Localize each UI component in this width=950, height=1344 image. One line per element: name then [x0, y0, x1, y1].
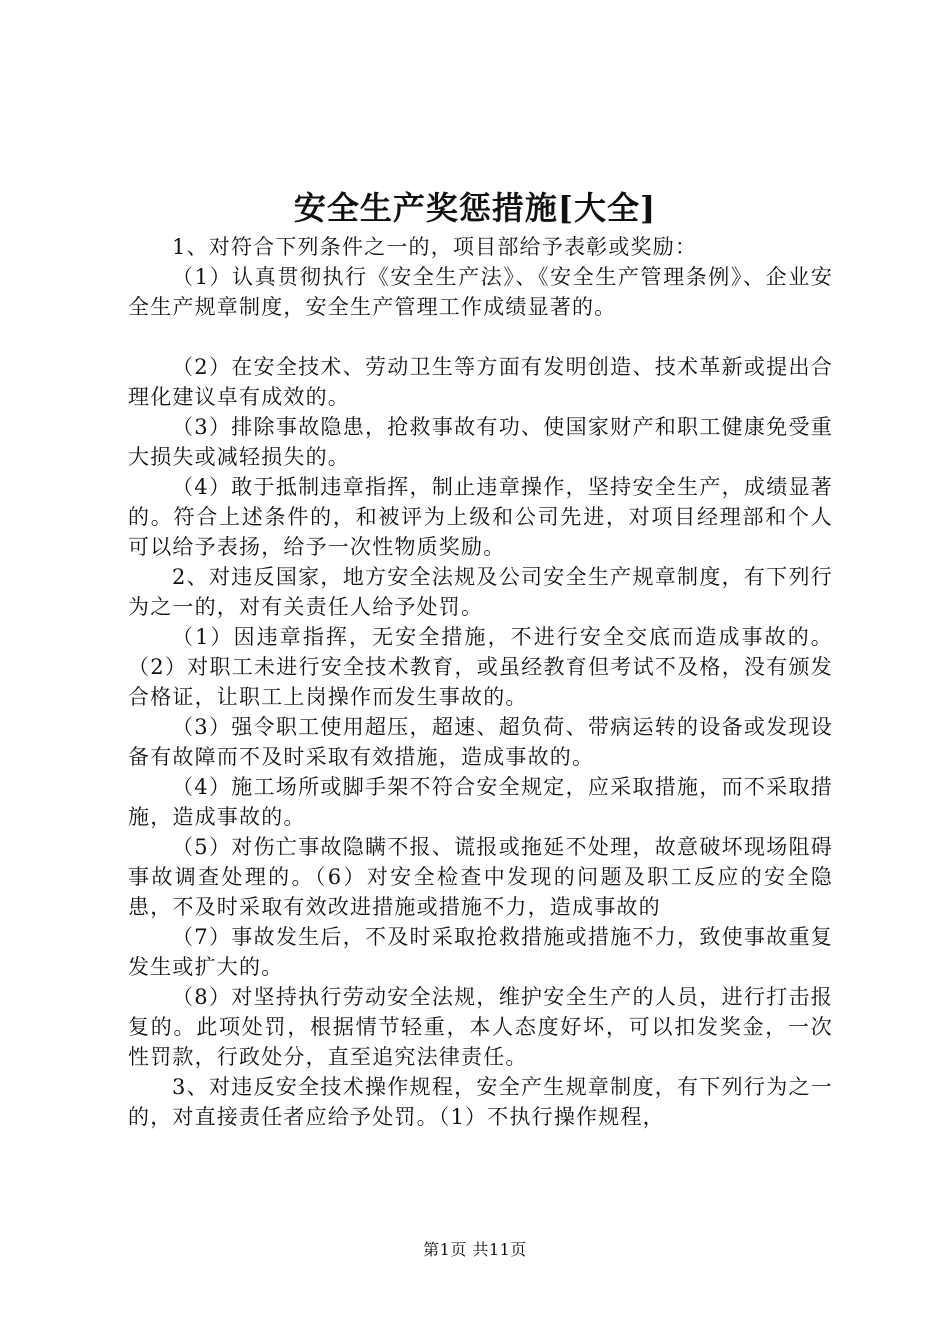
paragraph-item: （3）排除事故隐患，抢救事故有功、使国家财产和职工健康免受重大损失或减轻损失的。	[128, 415, 833, 469]
paragraph-item: （5）对伤亡事故隐瞒不报、谎报或拖延不处理，故意破坏现场阻碍事故调查处理的。（6）对安全检查中发现的问题及职工反应的安全隐患，不及时采取有效改进措施或措施不力，造成事故的	[128, 835, 833, 919]
paragraph-item: （8）对坚持执行劳动安全法规，维护安全生产的人员，进行打击报复的。此项处罚，根据情节轻重，本人态度好坏，可以扣发奖金，一次性罚款，行政处分，直至追究法律责任。	[128, 985, 833, 1069]
paragraph-item: （1）认真贯彻执行《安全生产法》、《安全生产管理条例》、企业安全生产规章制度，安全生产管理工作成绩显著的。	[128, 265, 833, 319]
paragraph-item: （1）因违章指挥，无安全措施，不进行安全交底而造成事故的。（2）对职工未进行安全技术教育，或虽经教育但考试不及格，没有颁发合格证，让职工上岗操作而发生事故的。	[128, 625, 833, 709]
page-number-footer: 第1页 共11页	[423, 1240, 527, 1259]
paragraph-item: （3）强令职工使用超压，超速、超负荷、带病运转的设备或发现设备有故障而不及时采取有效措施，造成事故的。	[128, 715, 833, 769]
document-title: 安全生产奖惩措施[大全]	[293, 189, 657, 227]
paragraph-item: （7）事故发生后，不及时采取抢救措施或措施不力，致使事故重复发生或扩大的。	[128, 925, 833, 979]
paragraph-item: （4）敢于抵制违章指挥，制止违章操作，坚持安全生产，成绩显著的。符合上述条件的，和被评为上级和公司先进，对项目经理部和个人可以给予表扬，给予一次性物质奖励。	[128, 475, 833, 559]
paragraph-section-1-heading: 1、对符合下列条件之一的，项目部给予表彰或奖励：	[172, 235, 698, 259]
paragraph-item: （4）施工场所或脚手架不符合安全规定，应采取措施，而不采取措施，造成事故的。	[128, 775, 833, 829]
blank-line	[128, 322, 833, 352]
document-body	[128, 232, 833, 1132]
paragraph-section-3-heading: 3、对违反安全技术操作规程，安全产生规章制度，有下列行为之一的，对直接责任者应给予处罚。（1）不执行操作规程，	[128, 1075, 833, 1129]
paragraph-section-2-heading: 2、对违反国家，地方安全法规及公司安全生产规章制度，有下列行为之一的，对有关责任人给予处罚。	[128, 565, 833, 619]
paragraph-item: （2）在安全技术、劳动卫生等方面有发明创造、技术革新或提出合理化建议卓有成效的。	[128, 355, 833, 409]
